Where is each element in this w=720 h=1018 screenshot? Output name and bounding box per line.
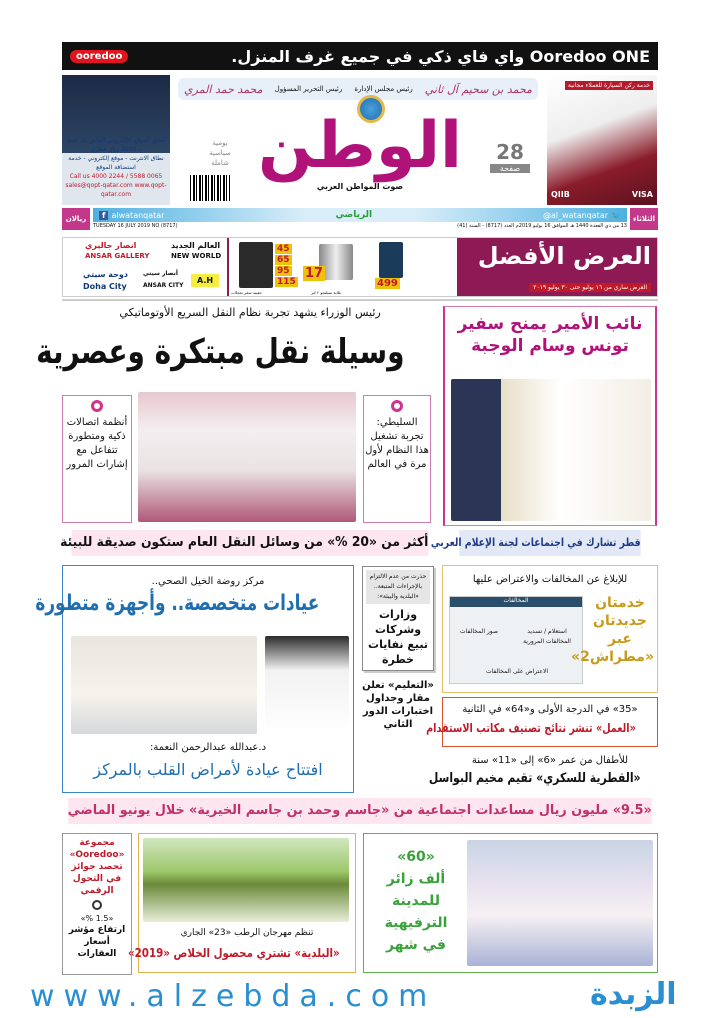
clinic-sub-headline[interactable]: افتتاح عيادة لأمراض القلب بالمركز [93, 760, 323, 779]
quote-text: السليطي: تجربة تشغيل هذا النظام لأول مرة في العالم [365, 417, 429, 470]
editor-signature: محمد حمد المري [184, 82, 263, 96]
palm-trees-photo [143, 838, 349, 922]
suitcase-image [239, 242, 273, 288]
twitter-handle: @al_watanqatar [543, 210, 609, 220]
footer-url[interactable]: www.alzebda.com [30, 979, 437, 1014]
realestate-kicker: «1.5 %» [80, 914, 114, 923]
ad-slogan: Ooredoo ONE واي فاي ذكي في جميع غرف المنزل. [231, 46, 650, 66]
app-item: استعلام / تسديد المخالفات المرورية [523, 628, 571, 645]
price-tag: 45 [277, 244, 290, 254]
fun-city-story [363, 833, 658, 973]
ooredoo-story [62, 833, 132, 975]
date-english: TUESDAY 16 JULY 2019 NO (8717) [93, 223, 178, 229]
bullet-ring-icon [91, 400, 103, 412]
headline-line: في شهر [386, 937, 446, 953]
city-name: الرياضي [335, 210, 373, 220]
xray-room-photo [71, 636, 257, 734]
store-name: انصار جاليري [85, 241, 137, 250]
education-headline[interactable]: «التعليم» تعلن مقار وجداول اختبارات الدور الثاني [362, 680, 434, 730]
clinic-headline[interactable]: عيادات متخصصة.. وأجهزة متطورة [35, 591, 320, 616]
barcode [190, 175, 230, 201]
tagline: صوت المواطن العربي [316, 182, 404, 191]
labor-headline[interactable]: «العمل» تنشر نتائج تصنيف مكاتب الاستقدام [426, 721, 636, 735]
product-label: حقيبة سفر بعجلات [231, 290, 262, 295]
chairman-signature: محمد بن سحيم آل ثاني [424, 82, 532, 96]
web-hosting-ad[interactable] [62, 75, 170, 205]
ooredoo-headline[interactable]: مجموعة «Ooredoo» تحصد جوائز في التحول الرقمي [69, 838, 125, 896]
metrash-app-screenshot [449, 596, 583, 684]
clinic-sub-kicker: د.عبدالله عبدالرحمن النعمة: [149, 742, 267, 753]
metrash-kicker: للإبلاغ عن المخالفات والاعتراض عليها [472, 574, 628, 585]
fun-city-photo [467, 840, 653, 966]
main-story-kicker: رئيس الوزراء يشهد تجربة نظام النقل السريع الأوتوماتيكي [119, 306, 381, 319]
doctor-photo [265, 636, 349, 734]
app-item: الاعتراض على المخالفات [485, 668, 549, 675]
offer-dates: العرض ساري من ١٦ يوليو حتى ٣٠ يوليو ٢٠١٩ [529, 283, 651, 292]
price-tag: 95 [277, 266, 290, 276]
facebook-link[interactable] [99, 211, 164, 220]
ad-services: نطاق الانترنت - موقع إلكتروني - خدمة استضافة الموقع [68, 155, 164, 171]
price-tag: 65 [277, 255, 290, 265]
quote-text: أنظمة اتصالات ذكية ومتطورة تتفاعل مع إشارات المرور [66, 417, 128, 470]
date-arabic: 13 من ذي القعدة 1440 هـ الموافق 16 يوليو 2019م العدد (8717) - السنة (41) [457, 223, 627, 229]
app-title: المخالفات [450, 597, 582, 607]
page-count [490, 140, 530, 173]
headline-line: للمدينة [392, 893, 440, 909]
page-count-number: 28 [496, 140, 524, 164]
editors-bar [178, 78, 538, 100]
paper-type-line: يومية [212, 139, 228, 147]
store-name: أنصار سيتي [143, 270, 178, 277]
scouts-headline[interactable]: «القطرية للسكري» تقيم مخيم البواسل [428, 771, 641, 786]
price-tag: 115 [277, 277, 296, 287]
price-tag: 499 [377, 278, 398, 289]
facebook-icon: f [99, 211, 108, 220]
product-label: غلاية سيلتجو ٢ لتر [311, 290, 342, 295]
supermarket-banner-ad[interactable] [62, 237, 658, 297]
headline-line: ألف زائر [386, 871, 446, 887]
labor-story [426, 697, 658, 747]
info-bar [62, 208, 658, 230]
price-tag: 17 [305, 266, 324, 281]
store-name: العالم الجديد [171, 241, 221, 250]
clinic-kicker: مركز روضة الخيل الصحي.. [151, 576, 265, 587]
scouts-kicker: للأطفال من عمر «6» إلى «11» سنة [471, 755, 629, 766]
visa-logo: VISA [631, 190, 653, 199]
page-count-label: صفحة [490, 164, 530, 173]
store-name: Doha City [83, 282, 127, 291]
metrash-story [442, 565, 658, 693]
headline-line: الترفيهية [384, 915, 448, 931]
emir-story-strip[interactable]: قطر تشارك في اجتماعات لجنة الإعلام العربي [459, 530, 640, 556]
main-story-headline[interactable]: وسيلة نقل مبتكرة وعصرية [36, 332, 405, 372]
editor-label: رئيس التحرير المسؤول [274, 85, 343, 93]
tram-photo [138, 392, 356, 522]
main-story-strip[interactable]: أكثر من «20 %» من وسائل النقل العام ستكون صديقة للبيئة [72, 530, 429, 556]
quote-box-right [363, 395, 431, 523]
store-name: ANSAR CITY [143, 282, 184, 289]
labor-kicker: «35» في الدرجة الأولى و«64» في الثانية [462, 704, 638, 715]
app-item: صور المخالفات [459, 628, 498, 635]
fun-city-headline[interactable] [370, 846, 462, 956]
clinic-story [35, 565, 354, 793]
waste-headline[interactable]: وزارات وشركات تبيع نفايات خطرة [368, 608, 428, 666]
bullet-ring-icon [391, 400, 403, 412]
dates-kicker: تنظم مهرجان الرطب «23» الجاري [180, 928, 314, 938]
store-name: ANSAR GALLERY [85, 252, 150, 260]
offer-headline: العرض الأفضل [477, 242, 651, 270]
price-badge: ريالان [62, 208, 90, 230]
store-name: NEW WORLD [171, 252, 222, 260]
emir-story [443, 306, 657, 526]
waste-kicker: حذرت من عدم الالتزام بالإجراءات المتبعة.. «البلدية والبيئة»: [366, 570, 430, 604]
store-name: دوحة سيتي [83, 270, 128, 279]
products-panel [227, 238, 457, 296]
ad-brand: QIIB [551, 190, 570, 199]
facebook-handle: alwatanqatar [111, 210, 165, 220]
ad-text: خدمة ركن السيارة للعملاء مجانية [565, 81, 653, 90]
headline-line: «60» [397, 849, 435, 865]
paper-type [200, 138, 240, 168]
waste-story [362, 566, 434, 671]
phone-image [379, 242, 403, 278]
bank-ad[interactable] [547, 75, 657, 205]
emir-story-headline[interactable]: نائب الأمير يمنح سفير تونس وسام الوجبة [457, 314, 643, 356]
paper-type-line: سياسية [209, 149, 231, 157]
twitter-icon: 🐦 [611, 210, 621, 220]
emir-photo [451, 379, 651, 521]
offer-panel [457, 238, 657, 296]
ad-text: اطلق الموقع الإلكتروني الخاص بك فقط بـ 3500 ريال قطري [66, 137, 166, 153]
twitter-link[interactable] [543, 211, 621, 220]
footer-logo: الزبدة [590, 977, 677, 1012]
store-name: A.H [191, 274, 219, 287]
top-advertisement[interactable] [62, 42, 658, 70]
paper-type-line: شاملة [211, 159, 229, 167]
chairman-label: رئيس مجلس الإدارة [354, 85, 413, 93]
newspaper-logo[interactable]: الوطن [258, 109, 462, 183]
ad-contact: Call us 4000 2244 / 5588 0065 sales@qopt-qatar.com www.qopt-qatar.com [65, 173, 167, 198]
bullet-ring-icon [92, 900, 102, 910]
dates-story [127, 833, 356, 973]
store-logos [63, 238, 228, 296]
ooredoo-logo: ooredoo [70, 50, 128, 63]
waste-education-column [362, 566, 434, 794]
divider [62, 299, 658, 301]
charity-strip[interactable]: «9.5» مليون ريال مساعدات اجتماعية من «جاسم وحمد بن جاسم الخيرية» خلال يونيو الماضي [68, 798, 651, 824]
day-badge: الثلاثاء [630, 208, 658, 230]
quote-box-left [62, 395, 132, 523]
metrash-headline[interactable]: خدمتان جديدتان عبر «مطراش2» [571, 595, 654, 665]
dates-headline[interactable]: «البلدية» تشتري محصول الخلاص «2019» [127, 946, 340, 960]
realestate-headline[interactable]: ارتفاع مؤشر أسعار العقارات [68, 925, 126, 959]
